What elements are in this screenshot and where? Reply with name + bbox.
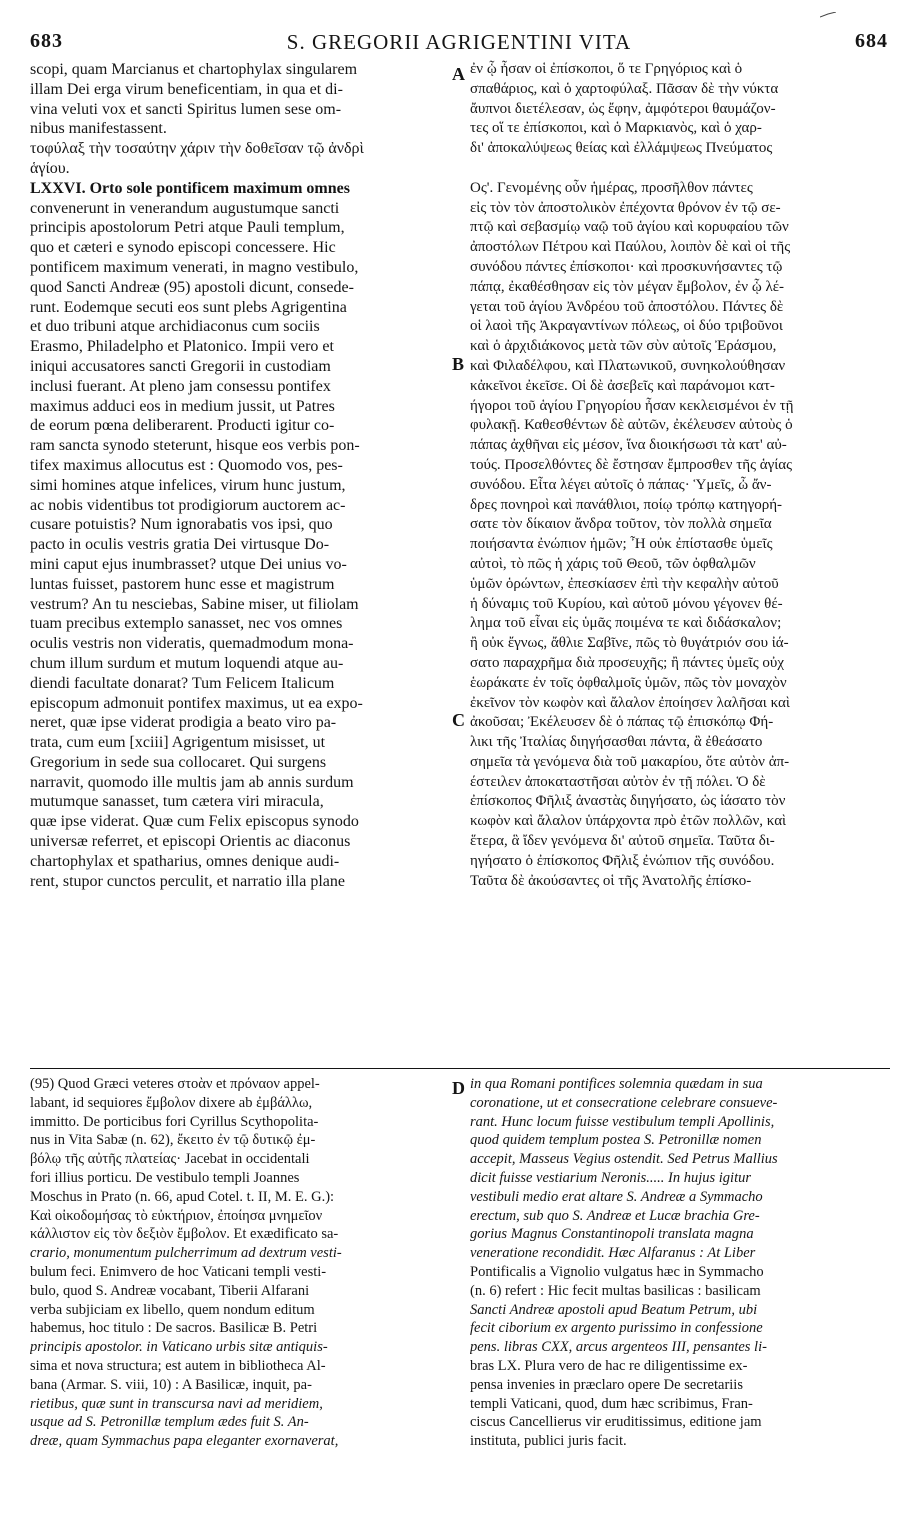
- greek-line: [470, 159, 882, 179]
- greek-line: σατο παραχρῆμα διὰ προσευχῆς; ἢ πάντες ὑμεῖς οὐχ: [470, 654, 784, 671]
- greek-line: συνόδου. Εἶτα λέγει αὐτοῖς ὁ πάπας· Ὑμεῖς, ὦ ἄν-: [470, 476, 772, 493]
- latin-line: Gregorium in sede sua collocaret. Qui surgens: [30, 753, 327, 771]
- latin-line: ram sancta synodo steterunt, hisque eos verbis pon-: [30, 437, 360, 455]
- footnote-line: pensa invenies in præclaro opere De secretariis: [470, 1376, 743, 1393]
- footnote-line: accepit, Masseus Vegius ostendit. Sed Petrus Mallius: [470, 1151, 778, 1168]
- footnote-line: bulum feci. Enimvero de hoc Vaticani templi vesti-: [30, 1263, 327, 1280]
- greek-line: λικι τῆς Ἰταλίας διηγήσασθαι πάντα, ἃ ἐθεάσατο: [470, 734, 763, 751]
- latin-line: mini caput ejus inumbrasset? utque Dei unius vo-: [30, 555, 347, 573]
- footnote-line: Καὶ οἰκοδομήσας τὸ εὐκτήριον, ἐποίησα μνημεῖον: [30, 1207, 323, 1224]
- latin-line: quæ ipse viderat. Quæ cum Felix episcopus synodo: [30, 813, 359, 831]
- scan-mark: [820, 12, 836, 18]
- latin-line: tuam precibus extemplo sanasset, nec vos omnes: [30, 615, 343, 633]
- latin-line: Erasmo, Philadelpho et Platonico. Impii vero et: [30, 338, 334, 356]
- greek-line: ἐν ᾧ ἦσαν οἱ ἐπίσκοποι, ὅ τε Γρηγόριος καὶ ὁ: [470, 61, 743, 77]
- greek-line: τούς. Προσελθόντες δὲ ἔστησαν ἔμπροσθεν τῆς ἁγίας: [470, 456, 793, 473]
- greek-line: ἐπίσκοπος Φῆλιξ ἀναστὰς διηγήσατο, ὡς ἰάσατο τὸν: [470, 793, 786, 810]
- footnote-line: bras LX. Plura vero de hac re diligentissime ex-: [470, 1357, 748, 1374]
- latin-line: mutumque sanasset, tum cætera viri miracula,: [30, 793, 324, 811]
- footnote-line: erectum, sub quo S. Andreæ et Lucæ brachia Gre-: [470, 1207, 760, 1224]
- latin-line: universæ referret, et episcopi Orientis ac diaconus: [30, 833, 351, 851]
- greek-line: κἀκεῖνοι ἐκεῖσε. Οἱ δὲ ἀσεβεῖς καὶ παράνομοι κατ-: [470, 377, 775, 394]
- footnote-line: coronatione, ut et consecratione celebrare consueve-: [470, 1094, 778, 1111]
- footnote-line: principis apostolor. in Vaticano urbis sitæ antiquis-: [30, 1339, 328, 1356]
- margin-letter-c: C: [452, 710, 465, 730]
- greek-line: φυλακῇ. Καθεσθέντων δὲ αὐτῶν, ἐκέλευσεν αὐτοὺς ὁ: [470, 417, 793, 434]
- footnote-line: vestibuli medio erat altare S. Andreæ a Symmacho: [470, 1188, 763, 1205]
- latin-line: oculis vestris non videratis, quemadmodum mona-: [30, 635, 354, 653]
- greek-line: δι' ἀποκαλύψεως θείας καὶ ἐλλάμψεως Πνεύματος: [470, 140, 773, 157]
- greek-line: γεται τοῦ ἁγίου Ἀνδρέου τοῦ ἀποστόλου. Πάντες δὲ: [470, 298, 784, 315]
- footnote-line: dreæ, quam Symmachus papa eleganter exornaverat,: [30, 1433, 339, 1450]
- latin-line: τοφύλαξ τὴν τοσαύτην χάριν τὴν δοθεῖσαν τῷ ἀνδρὶ: [30, 140, 364, 158]
- greek-line: ἕτερα, ἃ ἴδεν γενόμενα δι' αὐτοῦ σημεῖα. Ταῦτα δι-: [470, 833, 775, 850]
- footnotes-right: [470, 1075, 882, 1451]
- latin-line: iniqui accusatores sancti Gregorii in custodiam: [30, 357, 331, 375]
- latin-line: trata, cum eum [xciii] Agrigentum misisset, ut: [30, 734, 326, 752]
- footnote-line: crario, monumentum pulcherrimum ad dextrum vesti-: [30, 1245, 342, 1262]
- footnote-line: Pontificalis a Vignolio vulgatus hæc in Symmacho: [470, 1263, 764, 1280]
- footnote-line: rietibus, quæ sunt in transcursa navi ad meridiem,: [30, 1395, 323, 1412]
- latin-line: simi homines atque infelices, virum hunc justum,: [30, 476, 346, 494]
- greek-line: καὶ ὁ ἀρχιδιάκονος μετὰ τῶν σὺν αὐτοῖς Ἐράσμου,: [470, 338, 777, 355]
- footnote-line: labant, id sequiores ἔμβολον dixere ab ἐμβάλλω,: [30, 1094, 313, 1111]
- footnote-line: in qua Romani pontifices solemnia quædam in sua: [470, 1076, 763, 1092]
- greek-column: [470, 60, 882, 891]
- greek-line: κωφὸν καὶ ἄλαλον ὑπάρχοντα πρὸ ἐτῶν πολλῶν, καὶ: [470, 813, 787, 830]
- greek-line: ηγήσατο ὁ ἐπίσκοπος Φῆλιξ ἐνώπιον τῆς συνόδου.: [470, 852, 775, 869]
- greek-line: ἀποστόλων Πέτρου καὶ Παύλου, λοιπὸν δὲ καὶ οἱ τῆς: [470, 239, 791, 256]
- greek-line: τες οἵ τε ἐπίσκοποι, καὶ ὁ Μαρκιανὸς, καὶ ὁ χαρ-: [470, 120, 762, 137]
- latin-line: maximus adduci eos in medium jussit, ut Patres: [30, 397, 335, 415]
- footnote-line: fecit ciborium ex argento purissimo in confessione: [470, 1320, 763, 1337]
- latin-line: principis apostolorum Petri atque Pauli templum,: [30, 219, 345, 237]
- greek-line: ποιήσαντα ἐνώπιον ἡμῶν; Ἦ οὐκ ἐπίστασθε ὑμεῖς: [470, 536, 773, 553]
- footnote-line: βόλῳ τῆς αὐτῆς πλατείας· Jacebat in occidentali: [30, 1151, 310, 1168]
- running-header: [30, 30, 888, 64]
- greek-line: ὑμῶν ὁρώντων, ἐπεσκίασεν ἐπὶ τὴν κεφαλὴν αὐτοῦ: [470, 575, 779, 592]
- greek-line: έστειλεν ἀποκαταστῆσαι αὐτὸν ἐν τῇ πόλει. Ὁ δὲ: [470, 773, 766, 790]
- greek-line: ἢ οὐκ ἔγνως, ἄθλιε Σαβῖνε, πῶς τὸ θυγάτριόν σου ἰά-: [470, 635, 789, 652]
- footnote-line: κάλλιστον εἰς τὸν δεξιὸν ἔμβολον. Et exædificato sa-: [30, 1226, 339, 1243]
- footnote-line: rant. Hunc locum fuisse vestibulum templi Apollinis,: [470, 1113, 775, 1130]
- footnote-line: bana (Armar. S. viii, 10) : A Basilicæ, inquit, pa-: [30, 1376, 312, 1393]
- greek-line: πτῷ καὶ σεβασμίῳ ναῷ τοῦ ἁγίου καὶ κορυφαίου τῶν: [470, 219, 789, 236]
- greek-line: σπαθάριος, καὶ ὁ χαρτοφύλαξ. Πᾶσαν δὲ τὴν νύκτα: [470, 80, 779, 97]
- greek-line: πάπας ἀχθῆναι εἰς μέσον, ἵνα διοικήσωσι τὰ κατ' αὐ-: [470, 437, 787, 454]
- greek-line: Ταῦτα δὲ ἀκούσαντες οἱ τῆς Ἀνατολῆς ἐπίσκο-: [470, 872, 752, 889]
- greek-line: ἡ δύναμις τοῦ Κυρίου, καὶ αὐτοῦ μόνου γέγονεν θέ-: [470, 595, 783, 612]
- greek-line: πάπᾳ, ἐκαθέσθησαν εἰς τὸν μέγαν ἔμβολον, ἐν ᾧ λέ-: [470, 278, 785, 295]
- greek-line: ἐκεῖνον τὸν κωφὸν καὶ ἄλαλον ἐποίησεν λαλῆσαι καὶ: [470, 694, 790, 711]
- latin-line: runt. Eodemque secuti eos sunt plebs Agrigentina: [30, 298, 347, 316]
- latin-line: chartophylax et spatharius, omnes denique audi-: [30, 852, 340, 870]
- latin-line: ἁγίου.: [30, 159, 70, 177]
- footnote-line: fori illius porticu. De vestibulo templi Joannes: [30, 1169, 300, 1186]
- latin-line: pacto in oculis vestris gratia Dei virtusque Do-: [30, 536, 330, 554]
- latin-line: vina veluti vox et sancti Spiritus lumen sese om-: [30, 100, 342, 118]
- latin-line: ac nobis videntibus tot prodigiorum auctorem ac-: [30, 496, 346, 514]
- page-number-right: 684: [855, 30, 888, 52]
- greek-line: σημεῖα τὰ γενόμενα διὰ τοῦ μακαρίου, ὅτε αὐτὸν ἀπ-: [470, 753, 790, 770]
- latin-line: narravit, quomodo ille multis jam ab annis surdum: [30, 773, 354, 791]
- greek-line: ήγοροι τοῦ ἁγίου Γρηγορίου ἦσαν κεκλεισμένοι ἐν τῇ: [470, 397, 794, 414]
- latin-line: chum illum surdum et mutum loquendi atque au-: [30, 654, 344, 672]
- greek-line: δρες πονηροὶ καὶ πανάθλιοι, ποίῳ τρόπῳ κατηγορή-: [470, 496, 783, 513]
- latin-line: convenerunt in venerandum augustumque sancti: [30, 199, 340, 217]
- latin-line: episcopum admonuit pontifex maximus, ut ea expo-: [30, 694, 363, 712]
- footnote-line: ciscus Cancellierus vir eruditissimus, editione jam: [470, 1414, 762, 1431]
- footnotes-left: [30, 1075, 450, 1451]
- latin-line: vestrum? An tu nesciebas, Sabine miser, ut filiolam: [30, 595, 359, 613]
- margin-letter-b: B: [452, 354, 465, 374]
- footnote-line: Sancti Andreæ apostoli apud Beatum Petrum, ubi: [470, 1301, 758, 1318]
- footnote-line: dicit fuisse vestiarium Neronis..... In hujus igitur: [470, 1169, 752, 1186]
- footnote-line: verba subjiciam ex libello, quem nondum editum: [30, 1301, 315, 1318]
- footnote-line: sima et nova structura; est autem in bibliotheca Al-: [30, 1357, 326, 1374]
- latin-line: nibus manifestassent.: [30, 120, 167, 138]
- latin-column: [30, 60, 450, 891]
- latin-line: quod Sancti Andreæ (95) apostoli dicunt, consede-: [30, 278, 354, 296]
- section-heading: LXXVI. Orto sole pontificem maximum omnes: [30, 179, 350, 197]
- footnote-line: pens. libras CXX, arcus argenteos III, pensantes li-: [470, 1339, 767, 1356]
- latin-line: quo et cæteri e synodo episcopi concessere. Hic: [30, 239, 336, 257]
- footnote-line: habemus, hoc titulo : De sacros. Basilicæ B. Petri: [30, 1320, 318, 1337]
- footnote-line: bulo, quod S. Andreæ vocabant, Tiberii Alfarani: [30, 1282, 310, 1299]
- latin-line: inclusi fuerant. At pleno jam consessu pontifex: [30, 377, 331, 395]
- greek-line: ἀκοῦσαι; Ἐκέλευσεν δὲ ὁ πάπας τῷ ἐπισκόπῳ Φή-: [470, 714, 774, 731]
- greek-line: καὶ Φιλαδέλφου, καὶ Πλατωνικοῦ, συνηκολούθησαν: [470, 357, 786, 374]
- footnote-separator: [30, 1068, 890, 1069]
- footnote-line: veneratione recondidit. Hæc Alfaranus : At Liber: [470, 1245, 756, 1262]
- margin-letter-d: D: [452, 1078, 465, 1098]
- latin-line: de eorum pœna deliberarent. Producti igitur co-: [30, 417, 335, 435]
- latin-line: cusare potuistis? Num ignorabatis vos ipsi, quo: [30, 516, 333, 534]
- footnote-line: gorius Magnus Constantinopoli translata magna: [470, 1226, 754, 1243]
- footnote-line: usque ad S. Petronillæ templum ædes fuit S. An-: [30, 1414, 309, 1431]
- footnote-line: (95) Quod Græci veteres στοὰν et πρόναον appel-: [30, 1076, 320, 1092]
- latin-line: neret, quæ ipse viderat prodigia a beato viro pa-: [30, 714, 337, 732]
- latin-line: illam Dei erga virum beneficentiam, in qua et di-: [30, 80, 343, 98]
- footnote-line: templi Vaticani, quod, dum hæc scribimus, Fran-: [470, 1395, 753, 1412]
- greek-line: λημα τοῦ εἶναι εἰς ὑμᾶς ποιμένα τε καὶ διδάσκαλον;: [470, 615, 782, 632]
- greek-line: ἑωράκατε ἐν τοῖς ὀφθαλμοῖς ὑμῶν, πῶς τὸν μοναχὸν: [470, 674, 787, 691]
- margin-letter-a: A: [452, 64, 465, 84]
- greek-line: οἱ λαοὶ τῆς Ἀκραγαντίνων πόλεως, οἱ δύο τριβοῦνοι: [470, 318, 783, 335]
- footnote-line: Moschus in Prato (n. 66, apud Cotel. t. II, M. E. G.):: [30, 1188, 335, 1205]
- running-title: S. GREGORII AGRIGENTINI VITA: [286, 30, 632, 54]
- latin-line: diendi facultate donarat? Tum Felicem Italicum: [30, 674, 335, 692]
- page-number-left: 683: [30, 30, 63, 52]
- footnote-line: (n. 6) refert : Hic fecit multas basilicas : basilicam: [470, 1282, 761, 1299]
- footnote-line: instituta, publici juris facit.: [470, 1433, 627, 1450]
- latin-line: tifex maximus allocutus est : Quomodo vos, pes-: [30, 456, 343, 474]
- latin-line: et duo tribuni atque archidiaconus cum sociis: [30, 318, 320, 336]
- latin-line: rent, stupor cunctos perculit, et narratio illa plane: [30, 872, 345, 890]
- footnote-line: immitto. De porticibus fori Cyrillus Scythopolita-: [30, 1113, 319, 1130]
- greek-line: συνόδου πάντες ἐπίσκοποι· καὶ προσκυνήσαντες τῷ: [470, 258, 783, 275]
- footnote-line: quod quidem templum postea S. Petronillæ nomen: [470, 1132, 762, 1149]
- greek-line: ἄυπνοι διετέλεσαν, ὡς ἔφην, ἀμφότεροι θαυμάζον-: [470, 100, 776, 117]
- latin-line: luntas fuisset, pastorem hunc esse et magistrum: [30, 575, 335, 593]
- greek-line: εἰς τὸν τὸν ἀποστολικὸν ἐπέχοντα θρόνον ἐν τῷ σε-: [470, 199, 781, 216]
- footnote-line: nus in Vita Sabæ (n. 62), ἔκειτο ἐν τῷ δυτικῷ ἐμ-: [30, 1132, 316, 1149]
- latin-line: scopi, quam Marcianus et chartophylax singularem: [30, 61, 358, 78]
- latin-line: pontificem maximum venerati, in magno vestibulo,: [30, 258, 359, 276]
- greek-line: Ος'. Γενομένης οὖν ἡμέρας, προσῆλθον πάντες: [470, 179, 753, 196]
- greek-line: σατε τὸν δίκαιον ἄνδρα τοῦτον, τὸν πολλὰ σημεῖα: [470, 516, 772, 533]
- greek-line: αὐτοὶ, τὸ πῶς ἡ χάρις τοῦ Θεοῦ, τῶν ὀφθαλμῶν: [470, 555, 756, 572]
